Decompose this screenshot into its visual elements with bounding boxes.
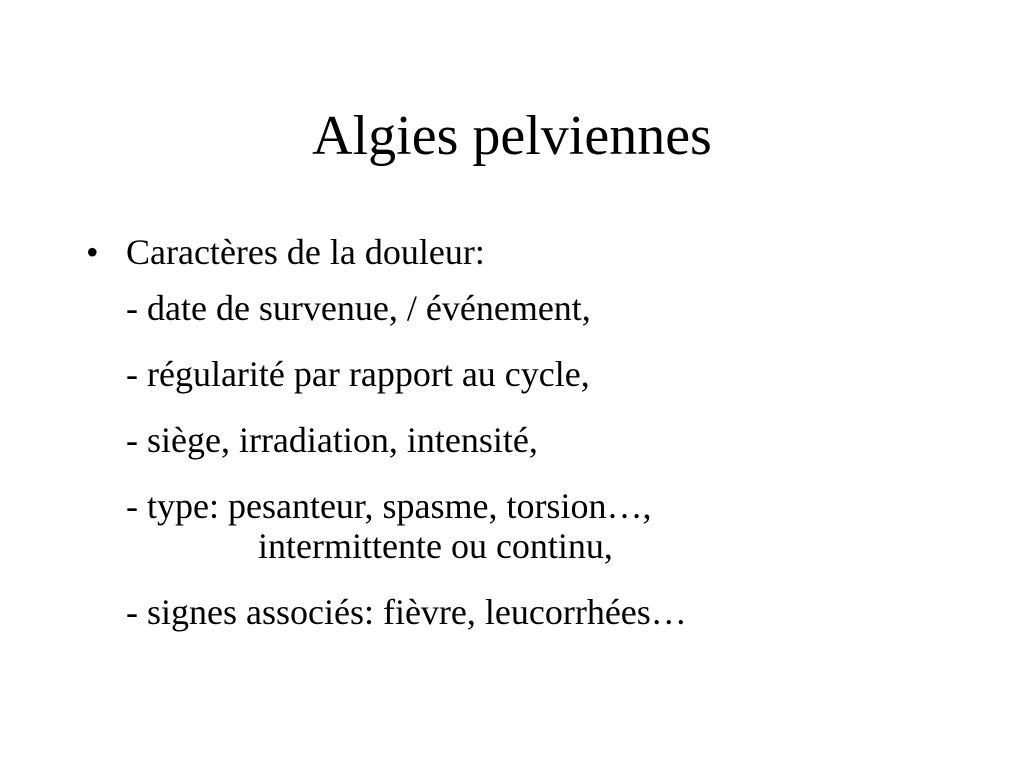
slide-title: Algies pelviennes xyxy=(312,105,712,167)
sub-item-continuation: intermittente ou continu, xyxy=(258,526,613,566)
sub-item-text: - siège, irradiation, intensité, xyxy=(126,420,538,460)
sub-item-text: - régularité par rapport au cycle, xyxy=(126,354,590,394)
sub-item-text: - signes associés: fièvre, leucorrhées… xyxy=(126,592,687,632)
sub-item-siege xyxy=(86,420,986,460)
sub-item-date xyxy=(86,288,986,328)
sub-item-type xyxy=(86,486,986,566)
bullet-icon: • xyxy=(86,232,99,272)
sub-item-text: - type: pesanteur, spasme, torsion…, xyxy=(126,486,652,526)
sub-item-regularite xyxy=(86,354,986,394)
sub-item-signes xyxy=(86,592,986,632)
sub-item-text: - date de survenue, / événement, xyxy=(126,288,591,328)
bullet-text: Caractères de la douleur: xyxy=(126,232,485,272)
slide-body xyxy=(86,232,986,658)
bullet-point xyxy=(86,232,986,288)
sub-list xyxy=(86,288,986,632)
